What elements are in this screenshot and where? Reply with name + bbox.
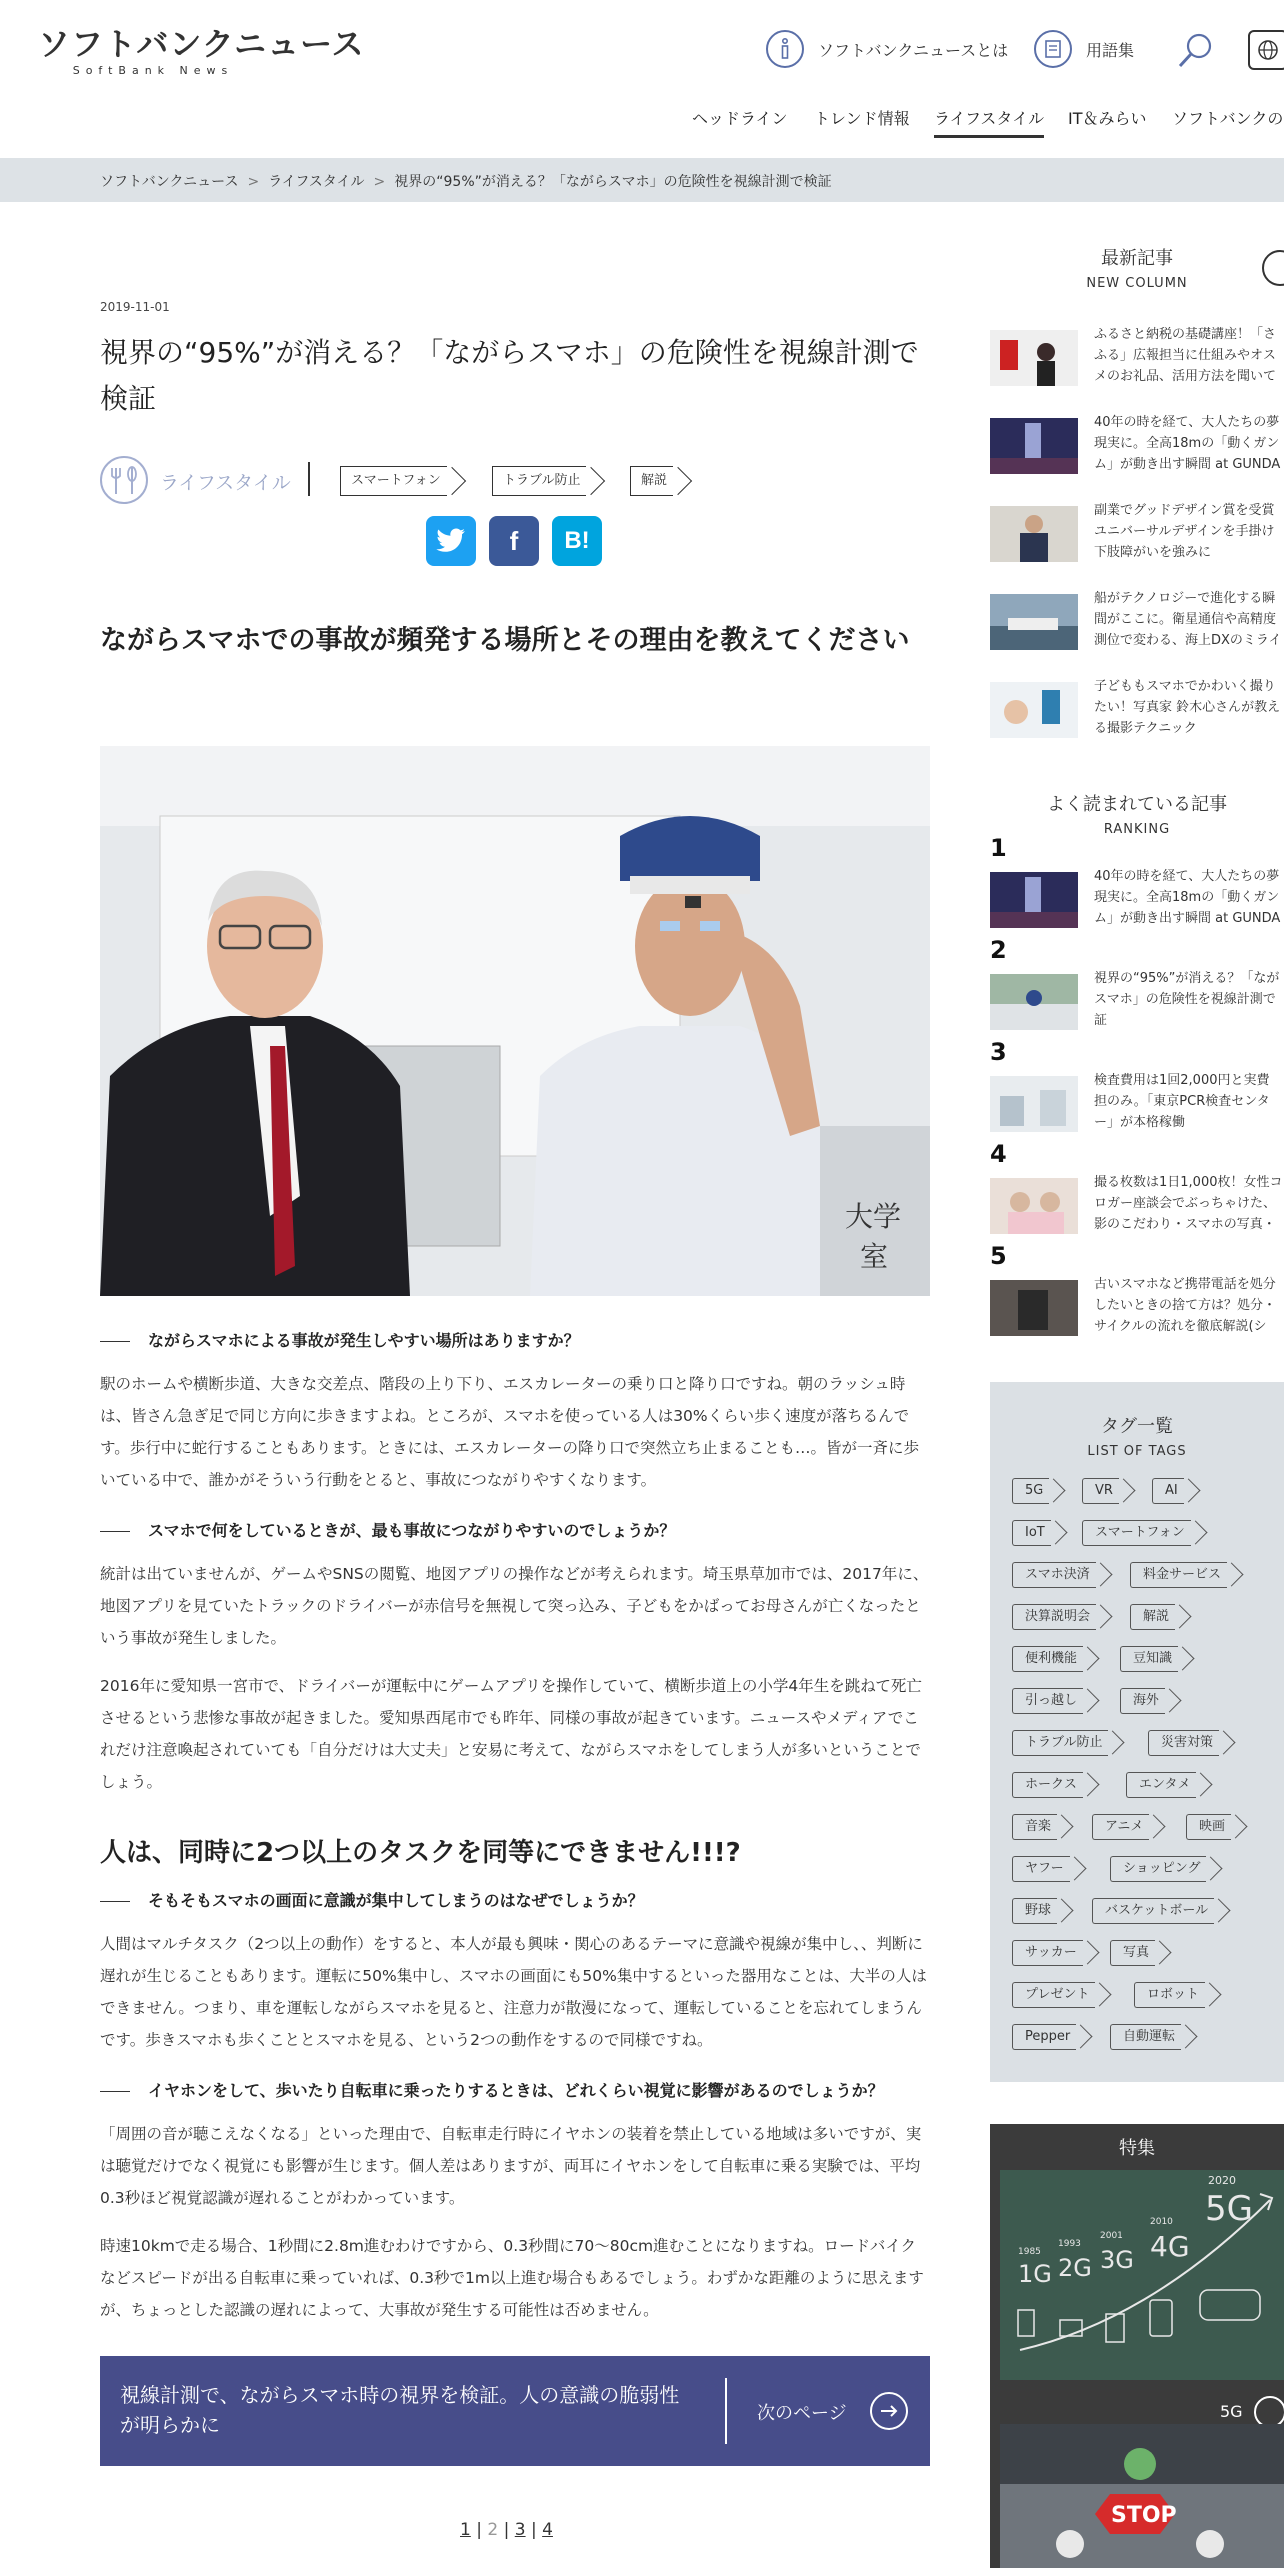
feature-year: 2010 (1150, 2217, 1173, 2227)
site-logo[interactable] (38, 25, 365, 77)
paragraph-5: 「周囲の音が聴こえなくなる」といった理由で、自転車走行時にイヤホンの装着を禁止している地域は多いですが、実は聴覚だけでなく視覚にも影響が生じます。個人差はありますが、両耳にイヤホンをして自転車に乗る実験では、平均0.3秒ほど視覚認識が遅れることがわかっています。 (100, 2125, 922, 2207)
about-label: ソフトバンクニュースとは (818, 40, 1009, 60)
rank-number: 2 (990, 936, 1007, 964)
side-tag[interactable]: 5G (1012, 1478, 1049, 1504)
lifestyle-category-icon[interactable] (100, 456, 148, 504)
hatena-icon: B! (564, 527, 590, 554)
feature-year: 2020 (1208, 2174, 1236, 2187)
paragraph-6: 時速10kmで走る場合、1秒間に2.8m進むわけですから、0.3秒間に70〜80cm進むことになりますね。ロードバイクなどスピードが出る自転車に乗っていれば、0.3秒で1m以上進む場合もあるでしょう。わずかな距離のように思えますが、ちょっとした認識の遅れによって、大事故が発生する可能性は否めません。 (100, 2237, 924, 2319)
side-tag[interactable]: VR (1082, 1478, 1119, 1504)
rank-number: 5 (990, 1242, 1007, 1270)
side-tag[interactable]: 写真 (1110, 1940, 1155, 1966)
question-4: イヤホンをして、歩いたり自転車に乗ったりするときは、どれくらい視覚に影響があるのでしょうか？ (100, 2078, 884, 2101)
ranking-subtitle: RANKING (1103, 822, 1171, 837)
question-3: そもそもスマホの画面に意識が集中してしまうのはなぜでしょうか？ (100, 1888, 644, 1911)
nav-lifestyle[interactable]: ライフスタイル (934, 106, 1044, 138)
breadcrumb-category[interactable]: ライフスタイル (268, 174, 365, 190)
page-4-link[interactable]: 4 (542, 2520, 553, 2540)
breadcrumb-home[interactable]: ソフトバンクニュース (100, 174, 239, 190)
rank-thumb-4[interactable] (990, 1178, 1078, 1234)
side-tag[interactable]: 自動運転 (1110, 2024, 1181, 2050)
feature-section (990, 2124, 1284, 2568)
latest-title: 最新記事 (1101, 248, 1173, 269)
article-meta (100, 454, 930, 506)
rank-thumb-3[interactable] (990, 1076, 1078, 1132)
logo-text: ソフトバンクニュース (38, 25, 365, 63)
article (100, 300, 930, 506)
info-icon (766, 30, 804, 68)
next-page-divider (725, 2378, 727, 2444)
twitter-share-button[interactable] (426, 516, 476, 566)
rank-thumb-1[interactable] (990, 872, 1078, 928)
site-header (0, 0, 1284, 158)
paragraph-4: 人間はマルチタスク（2つ以上の動作）をすると、本人が最も興味・関心のあるテーマに意識や視線が集中し、、判断に遅れが生じることもあります。運転に50%集中し、スマホの画面にも50%集中するといった器用なことは、大半の人はできません。つまり、車を運転しながらスマホを見ると、注意力が散漫になって、運転していることを忘れてしまうんです。歩きスマホも歩くこととスマホを見る、という2つの動作をするので同様ですね。 (100, 1935, 927, 2049)
article-title: 視界の“95%”が消える？「ながらスマホ」の危険性を視線計測で検証 (100, 336, 919, 415)
search-icon[interactable] (1176, 30, 1216, 70)
rank-number: 4 (990, 1140, 1007, 1168)
latest-thumb-1[interactable] (990, 330, 1078, 386)
feature-year: 1985 (1018, 2247, 1041, 2257)
side-tag[interactable]: アニメ (1092, 1814, 1149, 1840)
side-tag[interactable]: 音楽 (1012, 1814, 1057, 1840)
glossary-link[interactable] (1034, 30, 1134, 68)
breadcrumb: ソフトバンクニュース > ライフスタイル > 視界の“95%”が消える？「ながらスマホ」の危険性を視線計測で検証 (0, 158, 1284, 202)
feature-5g-image[interactable] (1000, 2170, 1284, 2380)
article-photo (100, 746, 930, 1296)
page-1-link[interactable]: 1 (460, 2520, 471, 2540)
latest-title-2[interactable]: 40年の時を経て、大人たちの夢 現実に。全高18mの「動くガン ム」が動き出す瞬間 at GUNDA (1094, 415, 1281, 472)
language-globe-icon[interactable] (1248, 30, 1284, 70)
side-tag[interactable]: スマートフォン (1082, 1520, 1191, 1546)
latest-articles (990, 244, 1284, 764)
side-tag[interactable]: 災害対策 (1148, 1730, 1219, 1756)
side-tag[interactable]: ショッピング (1110, 1856, 1206, 1882)
twitter-icon (436, 528, 466, 554)
side-tag[interactable]: スマホ決済 (1012, 1562, 1096, 1588)
next-page-banner[interactable] (100, 2356, 930, 2466)
tag-explanation[interactable]: 解説 (630, 466, 673, 496)
ranking-title: よく読まれている記事 (1047, 794, 1227, 815)
side-tag[interactable]: 豆知識 (1120, 1646, 1178, 1672)
latest-thumb-5[interactable] (990, 682, 1078, 738)
side-tag[interactable]: 海外 (1120, 1688, 1165, 1714)
logo-subtext: SoftBank News (72, 64, 234, 77)
page-2-current: 2 (487, 2520, 499, 2540)
feature-title: 特集 (1119, 2138, 1155, 2159)
facebook-share-button[interactable] (489, 516, 539, 566)
ranking-header (990, 790, 1284, 837)
tag-trouble-prevention[interactable]: トラブル防止 (492, 466, 586, 496)
rank-title-5[interactable]: 古いスマホなど携帯電話を処分 したいときの捨て方は？処分・ サイクルの流れを徹底解説(シ (1094, 1277, 1277, 1334)
latest-header (990, 244, 1284, 291)
feature-gen: 2G (1058, 2254, 1092, 2282)
rank-thumb-2[interactable] (990, 974, 1078, 1030)
latest-title-3[interactable]: 副業でグッドデザイン賞を受賞 ユニバーサルデザインを手掛け 下肢障がいを強みに (1094, 503, 1275, 560)
hatena-bookmark-button[interactable] (552, 516, 602, 566)
global-nav (0, 106, 1284, 142)
side-tag[interactable]: サッカー (1012, 1940, 1083, 1966)
rank-title-4[interactable]: 撮る枚数は1日1,000枚！女性コ ロガー座談会でぶっちゃけた、 影のこだわり・スマホの写真・ (1094, 1175, 1283, 1232)
side-tag[interactable]: 料金サービス (1130, 1562, 1227, 1588)
breadcrumb-current: 視界の“95%”が消える？「ながらスマホ」の危険性を視線計測で検証 (394, 174, 832, 190)
latest-thumb-3[interactable] (990, 506, 1078, 562)
about-link[interactable] (766, 30, 1008, 68)
arrow-right-icon (870, 2392, 908, 2430)
rank-number: 3 (990, 1038, 1007, 1066)
book-icon (1034, 30, 1072, 68)
category-label[interactable]: ライフスタイル (160, 472, 291, 494)
rank-title-3[interactable]: 検査費用は1回2,000円と実費 担のみ。「東京PCR検査センタ ー」が本格稼働 (1094, 1073, 1270, 1130)
paragraph-2: 統計は出ていませんが、ゲームやSNSの閲覧、地図アプリの操作などが考えられます。埼玉県草加市では、2017年に、地図アプリを見ていたトラックのドライバーが赤信号を無視して突っ込み、子どもをかばってお母さんが亡くなったという事故が発生しました。 (100, 1565, 929, 1647)
facebook-icon: f (509, 525, 519, 556)
section-heading-2: 人は、同時に2つ以上のタスクを同等にできません!!!? (100, 1838, 741, 1868)
side-tag[interactable]: 引っ越し (1012, 1688, 1083, 1714)
paragraph-1: 駅のホームや横断歩道、大きな交差点、階段の上り下り、エスカレーターの乗り口と降り口ですね。朝のラッシュ時は、皆さん急ぎ足で同じ方向に歩きますよね。ところが、スマホを使っている人は30%くらい歩く速度が落ちるんです。歩行中に蛇行することもあります。ときには、エスカレーターの降り口で突然立ち止まることも…。皆が一斉に歩いている中で、誰かがそういう行動をとると、事故につながりやすくなります。 (100, 1375, 920, 1489)
stop-sign-text: STOP (1111, 2503, 1177, 2528)
nav-trend[interactable]: トレンド情報 (814, 109, 910, 128)
latest-title-5[interactable]: 子どももスマホでかわいく撮り たい！写真家 鈴木心さんが教え る撮影テクニック (1094, 679, 1281, 736)
next-page-label: 次のページ (757, 2403, 847, 2424)
next-page-summary: 視線計測で、ながらスマホ時の視界を検証。人の意識の脆弱性が明らかに (120, 2383, 680, 2437)
rank-thumb-5[interactable] (990, 1280, 1078, 1336)
side-tag[interactable]: 便利機能 (1012, 1646, 1083, 1672)
svg-text:室: 室 (860, 1240, 889, 1273)
rank-title-1[interactable]: 40年の時を経て、大人たちの夢 現実に。全高18mの「動くガン ム」が動き出す瞬間 at GUNDA (1094, 869, 1281, 926)
tags-header (990, 1412, 1284, 1459)
latest-thumb-2[interactable] (990, 418, 1078, 474)
side-tag[interactable]: Pepper (1012, 2024, 1076, 2050)
pagination: 1 | 2 | 3 | 4 (460, 2520, 553, 2540)
tags-title: タグ一覧 (1101, 1416, 1173, 1437)
feature-gen: 1G (1018, 2260, 1052, 2288)
side-tag[interactable]: 解説 (1130, 1604, 1175, 1630)
side-tag[interactable]: エンタメ (1126, 1772, 1196, 1798)
side-tag[interactable]: AI (1152, 1478, 1184, 1504)
feature-gen: 3G (1100, 2246, 1134, 2274)
paragraph-3: 2016年に愛知県一宮市で、ドライバーが運転中にゲームアプリを操作していて、横断歩道上の小学4年生を跳ねて死亡させるという悲惨な事故が起きました。愛知県西尾市でも昨年、同様の事故が起きています。ニュースやメディアでこれだけ注意喚起されていても「自分だけは大丈夫」と安易に考えて、ながらスマホをしてしまう人が多いということでしょう。 (100, 1677, 922, 1791)
tag-list-panel (990, 1382, 1284, 2082)
latest-title-1[interactable]: ふるさと納税の基礎講座！「さ ふる」広報担当に仕組みやオス メのお礼品、活用方法を聞いて (1094, 327, 1277, 384)
meta-divider (308, 462, 310, 496)
rank-number: 1 (990, 834, 1007, 862)
side-tag[interactable]: ロボット (1134, 1982, 1205, 2008)
nav-it-mirai[interactable]: IT＆みらい (1068, 109, 1147, 128)
question-1: ながらスマホによる事故が発生しやすい場所はありますか？ (100, 1328, 580, 1351)
feature-year: 2001 (1100, 2231, 1123, 2241)
side-tag[interactable]: ホークス (1012, 1772, 1083, 1798)
side-tag[interactable]: IoT (1012, 1520, 1051, 1546)
latest-subtitle: NEW COLUMN (1086, 276, 1188, 291)
feature-gen: 4G (1150, 2230, 1190, 2263)
feature-year: 1993 (1058, 2239, 1081, 2249)
nav-headline[interactable]: ヘッドライン (692, 109, 788, 128)
svg-text:大学: 大学 (845, 1200, 902, 1233)
latest-thumb-4[interactable] (990, 594, 1078, 650)
rank-title-2[interactable]: 視界の“95%”が消える？「なが スマホ」の危険性を視線計測で 証 (1094, 971, 1280, 1028)
ranking (990, 790, 1284, 1350)
latest-title-4[interactable]: 船がテクノロジーで進化する瞬 間がここに。衛星通信や高精度 測位で変わる、海上DXのミライ (1094, 591, 1282, 648)
tag-smartphone[interactable]: スマートフォン (340, 466, 447, 496)
side-tag[interactable]: ヤフー (1012, 1856, 1070, 1882)
side-tag[interactable]: トラブル防止 (1012, 1730, 1108, 1756)
feature-gen: 5G (1205, 2189, 1253, 2229)
side-tag[interactable]: プレゼント (1012, 1982, 1095, 2008)
nav-softbank[interactable]: ソフトバンクの (1172, 109, 1284, 128)
side-tag[interactable]: 野球 (1012, 1898, 1057, 1924)
side-tag[interactable]: バスケットボール (1092, 1898, 1214, 1924)
feature-label[interactable]: 5G (1220, 2402, 1243, 2421)
glossary-label: 用語集 (1086, 40, 1135, 60)
tags-subtitle: LIST OF TAGS (1087, 1444, 1187, 1459)
section-heading-1: ながらスマホでの事故が頻発する場所とその理由を教えてください (100, 625, 910, 656)
article-date: 2019-11-01 (100, 300, 170, 314)
page-3-link[interactable]: 3 (514, 2520, 526, 2540)
side-tag[interactable]: 決算説明会 (1012, 1604, 1096, 1630)
side-tag[interactable]: 映画 (1186, 1814, 1231, 1840)
question-2: スマホで何をしているときが、最も事故につながりやすいのでしょうか？ (100, 1518, 675, 1541)
feature-stop-image[interactable] (1000, 2424, 1284, 2568)
